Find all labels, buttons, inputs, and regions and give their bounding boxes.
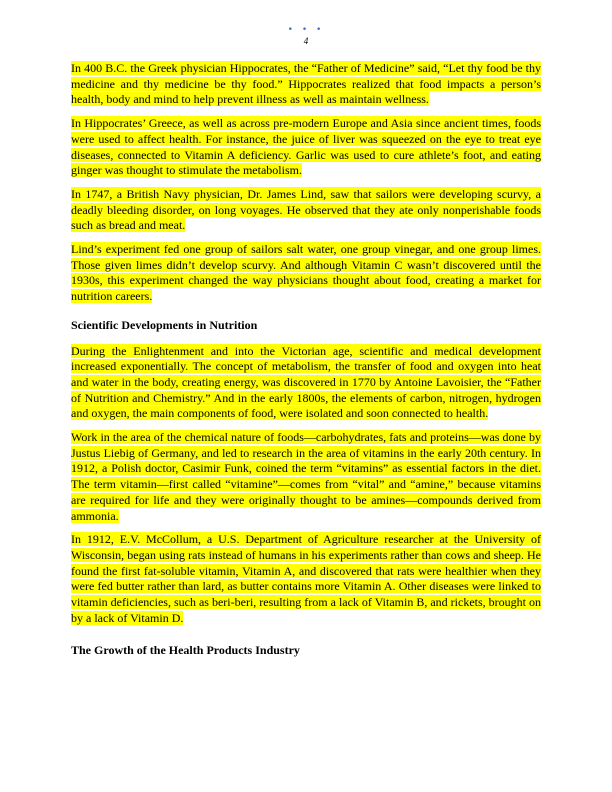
highlighted-text: In 1747, a British Navy physician, Dr. James Lind, saw that sailors were developing scurvy, a deadly bleeding disorder, on long voyages. He observed that they ate only nonperishable foods such as bread and meat. [71, 186, 541, 233]
paragraph-vitamins-term [71, 430, 541, 524]
paragraph-enlightenment [71, 344, 541, 423]
heading-health-products-industry: The Growth of the Health Products Industry [71, 642, 300, 657]
highlighted-text: Work in the area of the chemical nature of foods—carbohydrates, fats and proteins—was done by Justus Liebig of Germany, and led to research in the area of vitamins in the early 20th century. In 1912, a Polish doctor, Casimir Funk, coined the term “vitamins” as essential factors in the diet. The term vitamin—first called “vitamine”—comes from “vital” and “amine,” because vitamins are required for life and they were originally thought to be amines—compounds derived from ammonia. [71, 430, 541, 523]
highlighted-text: Lind’s experiment fed one group of sailors salt water, one group vinegar, and one group limes. Those given limes didn’t develop scurvy. And although Vitamin C wasn’t discovered until the 1930s, this experiment changed the way physicians thought about food, creating a market for nutrition careers. [71, 242, 541, 304]
highlighted-text: During the Enlightenment and into the Victorian age, scientific and medical development increased exponentially. The concept of metabolism, the transfer of food and oxygen into heat and water in the body, creating energy, was discovered in 1770 by Antoine Lavoisier, the “Father of Nutrition and Chemistry.” And in the early 1800s, the elements of carbon, nitrogen, hydrogen and oxygen, the main components of food, were isolated and soon connected to health. [71, 343, 541, 421]
heading-scientific-developments: Scientific Developments in Nutrition [71, 317, 258, 332]
paragraph-lind-experiment [71, 242, 541, 305]
paragraph-james-lind [71, 187, 541, 234]
paragraph-mccollum [71, 532, 541, 626]
page-number: 4 [303, 36, 309, 46]
page-header [71, 26, 541, 47]
decorative-dots-icon: • • • [287, 25, 325, 35]
highlighted-text: In 1912, E.V. McCollum, a U.S. Department of Agriculture researcher at the University of Wisconsin, began using rats instead of humans in his experiments rather than cows and sheep. He found the first fat-soluble vitamin, Vitamin A, and discovered that rats were healthier when they were fed butter rather than lard, as butter contains more Vitamin A. Other diseases were linked to vitamin deficiencies, such as beri-beri, resulting from a lack of Vitamin B, and rickets, brought on by a lack of Vitamin D. [71, 532, 541, 625]
highlighted-text: In Hippocrates’ Greece, as well as across pre-modern Europe and Asia since ancient times, foods were used to affect health. For instance, the juice of liver was squeezed on the eye to treat eye diseases, connected to Vitamin A deficiency. Garlic was used to cure athlete’s foot, and eating ginger was thought to stimulate the metabolism. [71, 116, 541, 178]
highlighted-text: In 400 B.C. the Greek physician Hippocrates, the “Father of Medicine” said, “Let thy food be thy medicine and thy medicine be thy food.” Hippocrates realized that food impacts a person’s health, body and mind to help prevent illness as well as maintain wellness. [71, 61, 541, 107]
paragraph-ancient-foods [71, 116, 541, 179]
paragraph-hippocrates [71, 61, 541, 108]
